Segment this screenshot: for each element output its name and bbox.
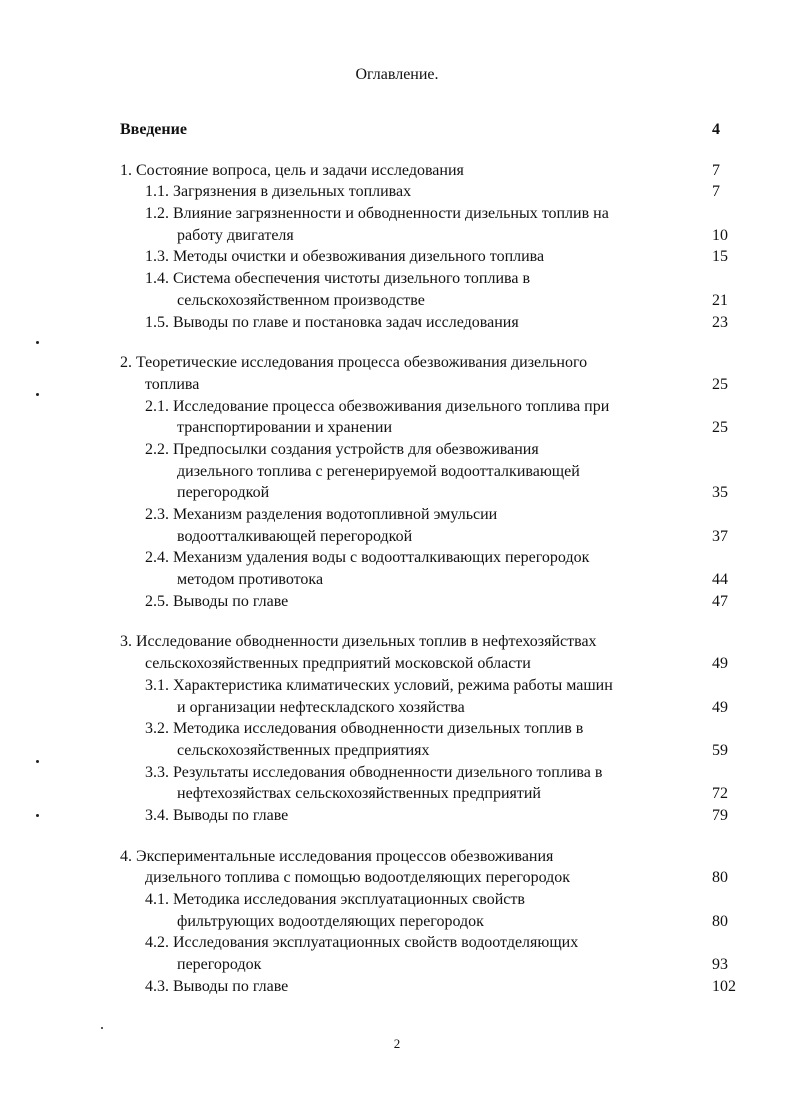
toc-line <box>0 805 794 827</box>
toc-chapter <box>0 631 794 826</box>
toc-subsection[interactable] <box>0 268 794 311</box>
toc-line <box>0 461 794 483</box>
toc-entry-text: и организации нефтескладского хозяйства <box>177 698 465 716</box>
toc-page-number: 47 <box>712 592 728 610</box>
toc-entry-text: перегородкой <box>177 484 270 502</box>
toc-entry-text: 1. Состояние вопроса, цель и задачи исследования <box>120 161 464 179</box>
toc-line <box>0 290 794 312</box>
toc-page-number: 80 <box>712 869 728 887</box>
toc-page-number: 79 <box>712 806 728 824</box>
toc-chapter-heading[interactable] <box>0 352 794 395</box>
toc-entry-text: 1.2. Влияние загрязненности и обводненности дизельных топлив на <box>145 205 609 223</box>
toc-page-number: 23 <box>712 313 728 331</box>
toc-line <box>0 181 794 203</box>
toc-page-number: 37 <box>712 527 728 545</box>
toc-entry-text: Введение <box>120 121 187 138</box>
toc-line <box>0 653 794 675</box>
toc-entry-text: 2.5. Выводы по главе <box>145 592 289 610</box>
toc-entry-text: 3.1. Характеристика климатических условий, режима работы машин <box>145 676 613 694</box>
toc-entry-text: транспортировании и хранении <box>177 419 393 437</box>
toc-subsection[interactable] <box>0 181 794 203</box>
toc-line <box>0 867 794 889</box>
toc-entry-text: 4. Экспериментальные исследования процессов обезвоживания <box>120 847 554 865</box>
toc-page-number: 72 <box>712 785 728 803</box>
scan-speck <box>36 393 39 396</box>
toc-line <box>0 504 794 526</box>
toc-entry-text: сельскохозяйственном производстве <box>177 291 425 309</box>
toc-line <box>0 203 794 225</box>
toc-line <box>0 569 794 591</box>
toc-line <box>0 246 794 268</box>
toc-entry-text: дизельного топлива с помощью водоотделяющих перегородок <box>145 869 571 887</box>
toc-page-number: 49 <box>712 655 728 673</box>
toc-line <box>0 482 794 504</box>
toc-chapter <box>0 846 794 998</box>
toc-subsection[interactable] <box>0 504 794 547</box>
toc-page-number: 7 <box>712 161 720 179</box>
toc-chapter-heading[interactable] <box>0 631 794 674</box>
toc-subsection[interactable] <box>0 718 794 761</box>
toc-entry-text: 2.3. Механизм разделения водотопливной эмульсии <box>145 506 498 523</box>
toc-line <box>0 225 794 247</box>
scan-speck <box>101 1027 103 1029</box>
toc-entry-text: 4.3. Выводы по главе <box>145 977 289 995</box>
toc-line <box>0 675 794 697</box>
toc-page-number: 102 <box>712 977 736 995</box>
toc-entry-text: 3.4. Выводы по главе <box>145 806 289 824</box>
toc-line <box>0 119 794 141</box>
toc-intro[interactable] <box>0 119 794 141</box>
toc-entry-text: топлива <box>145 375 200 393</box>
toc-page-number: 35 <box>712 484 728 502</box>
toc-line <box>0 783 794 805</box>
toc-line <box>0 740 794 762</box>
toc-subsection[interactable] <box>0 312 794 334</box>
toc-line <box>0 631 794 653</box>
toc-page-number: 25 <box>712 419 728 437</box>
toc-entry-text: 2. Теоретические исследования процесса обезвоживания дизельного <box>120 354 588 372</box>
toc-line <box>0 396 794 418</box>
toc-line <box>0 312 794 334</box>
toc-entry-text: водоотталкивающей перегородкой <box>177 527 413 545</box>
toc-page-number: 21 <box>712 291 728 309</box>
toc-subsection[interactable] <box>0 762 794 805</box>
toc-subsection[interactable] <box>0 675 794 718</box>
toc-line <box>0 976 794 998</box>
toc-chapter <box>0 352 794 612</box>
toc-entry-text: дизельного топлива с регенерируемой водоотталкивающей <box>177 462 580 480</box>
toc-line <box>0 954 794 976</box>
toc-line <box>0 526 794 548</box>
toc-subsection[interactable] <box>0 591 794 613</box>
toc-chapter-heading[interactable] <box>0 160 794 182</box>
toc-entry-text: 2.4. Механизм удаления воды с водоотталкивающих перегородок <box>145 549 590 567</box>
toc-subsection[interactable] <box>0 932 794 975</box>
toc-subsection[interactable] <box>0 889 794 932</box>
toc-line <box>0 911 794 933</box>
toc-page-number: 15 <box>712 248 728 266</box>
toc-entry-text: 3.3. Результаты исследования обводненности дизельного топлива в <box>145 763 603 781</box>
scan-speck <box>36 341 39 344</box>
toc-line <box>0 932 794 954</box>
scan-speck <box>36 814 39 817</box>
toc-chapter <box>0 160 794 334</box>
toc-line <box>0 718 794 740</box>
toc-line <box>0 846 794 868</box>
toc-line <box>0 889 794 911</box>
toc-page-number: 4 <box>712 121 720 138</box>
toc-line <box>0 352 794 374</box>
toc-page-number: 7 <box>712 183 720 201</box>
toc-page-number: 49 <box>712 698 728 716</box>
toc-entry-text: 1.4. Система обеспечения чистоты дизельного топлива в <box>145 270 531 288</box>
toc-line <box>0 697 794 719</box>
toc-entry-text: 2.1. Исследование процесса обезвоживания дизельного топлива при <box>145 397 610 415</box>
toc-subsection[interactable] <box>0 976 794 998</box>
toc-line <box>0 417 794 439</box>
toc-entry-text: сельскохозяйственных предприятий московской области <box>145 655 531 673</box>
toc-line <box>0 160 794 182</box>
toc-entry-text: перегородок <box>177 956 262 974</box>
toc-entry-text: 1.3. Методы очистки и обезвоживания дизельного топлива <box>145 248 545 266</box>
page-number: 2 <box>393 1036 401 1051</box>
table-of-contents <box>0 119 794 1016</box>
toc-subsection[interactable] <box>0 805 794 827</box>
toc-chapter-heading[interactable] <box>0 846 794 889</box>
toc-entry-text: 1.5. Выводы по главе и постановка задач исследования <box>145 313 519 331</box>
toc-page-number: 80 <box>712 912 728 930</box>
toc-entry-text: работу двигателя <box>177 226 294 244</box>
toc-entry-text: 4.1. Методика исследования эксплуатационных свойств <box>145 891 525 908</box>
toc-subsection[interactable] <box>0 396 794 439</box>
toc-entry-text: 4.2. Исследования эксплуатационных свойств водоотделяющих <box>145 934 579 952</box>
toc-page-number: 25 <box>712 375 728 393</box>
toc-line <box>0 591 794 613</box>
toc-page-number: 59 <box>712 741 728 759</box>
toc-subsection[interactable] <box>0 439 794 504</box>
toc-entry-text: 3.2. Методика исследования обводненности дизельных топлив в <box>145 720 584 738</box>
toc-line <box>0 547 794 569</box>
toc-subsection[interactable] <box>0 547 794 590</box>
toc-entry-text: 2.2. Предпосылки создания устройств для обезвоживания <box>145 440 539 458</box>
toc-entry-text: 3. Исследование обводненности дизельных топлив в нефтехозяйствах <box>120 633 597 651</box>
toc-page-number: 10 <box>712 226 728 244</box>
toc-line <box>0 374 794 396</box>
toc-line <box>0 439 794 461</box>
toc-subsection[interactable] <box>0 203 794 246</box>
toc-line <box>0 268 794 290</box>
toc-page-number: 93 <box>712 956 728 974</box>
page-title: Оглавление. <box>355 66 439 83</box>
scan-speck <box>36 760 39 763</box>
toc-subsection[interactable] <box>0 246 794 268</box>
toc-entry-text: фильтрующих водоотделяющих перегородок <box>177 912 484 930</box>
toc-entry-text: нефтехозяйствах сельскохозяйственных предприятий <box>177 785 541 803</box>
toc-entry-text: 1.1. Загрязнения в дизельных топливах <box>145 183 412 201</box>
toc-line <box>0 762 794 784</box>
toc-entry-text: сельскохозяйственных предприятиях <box>177 741 430 759</box>
toc-page-number: 44 <box>712 571 728 589</box>
toc-entry-text: методом противотока <box>177 571 324 589</box>
